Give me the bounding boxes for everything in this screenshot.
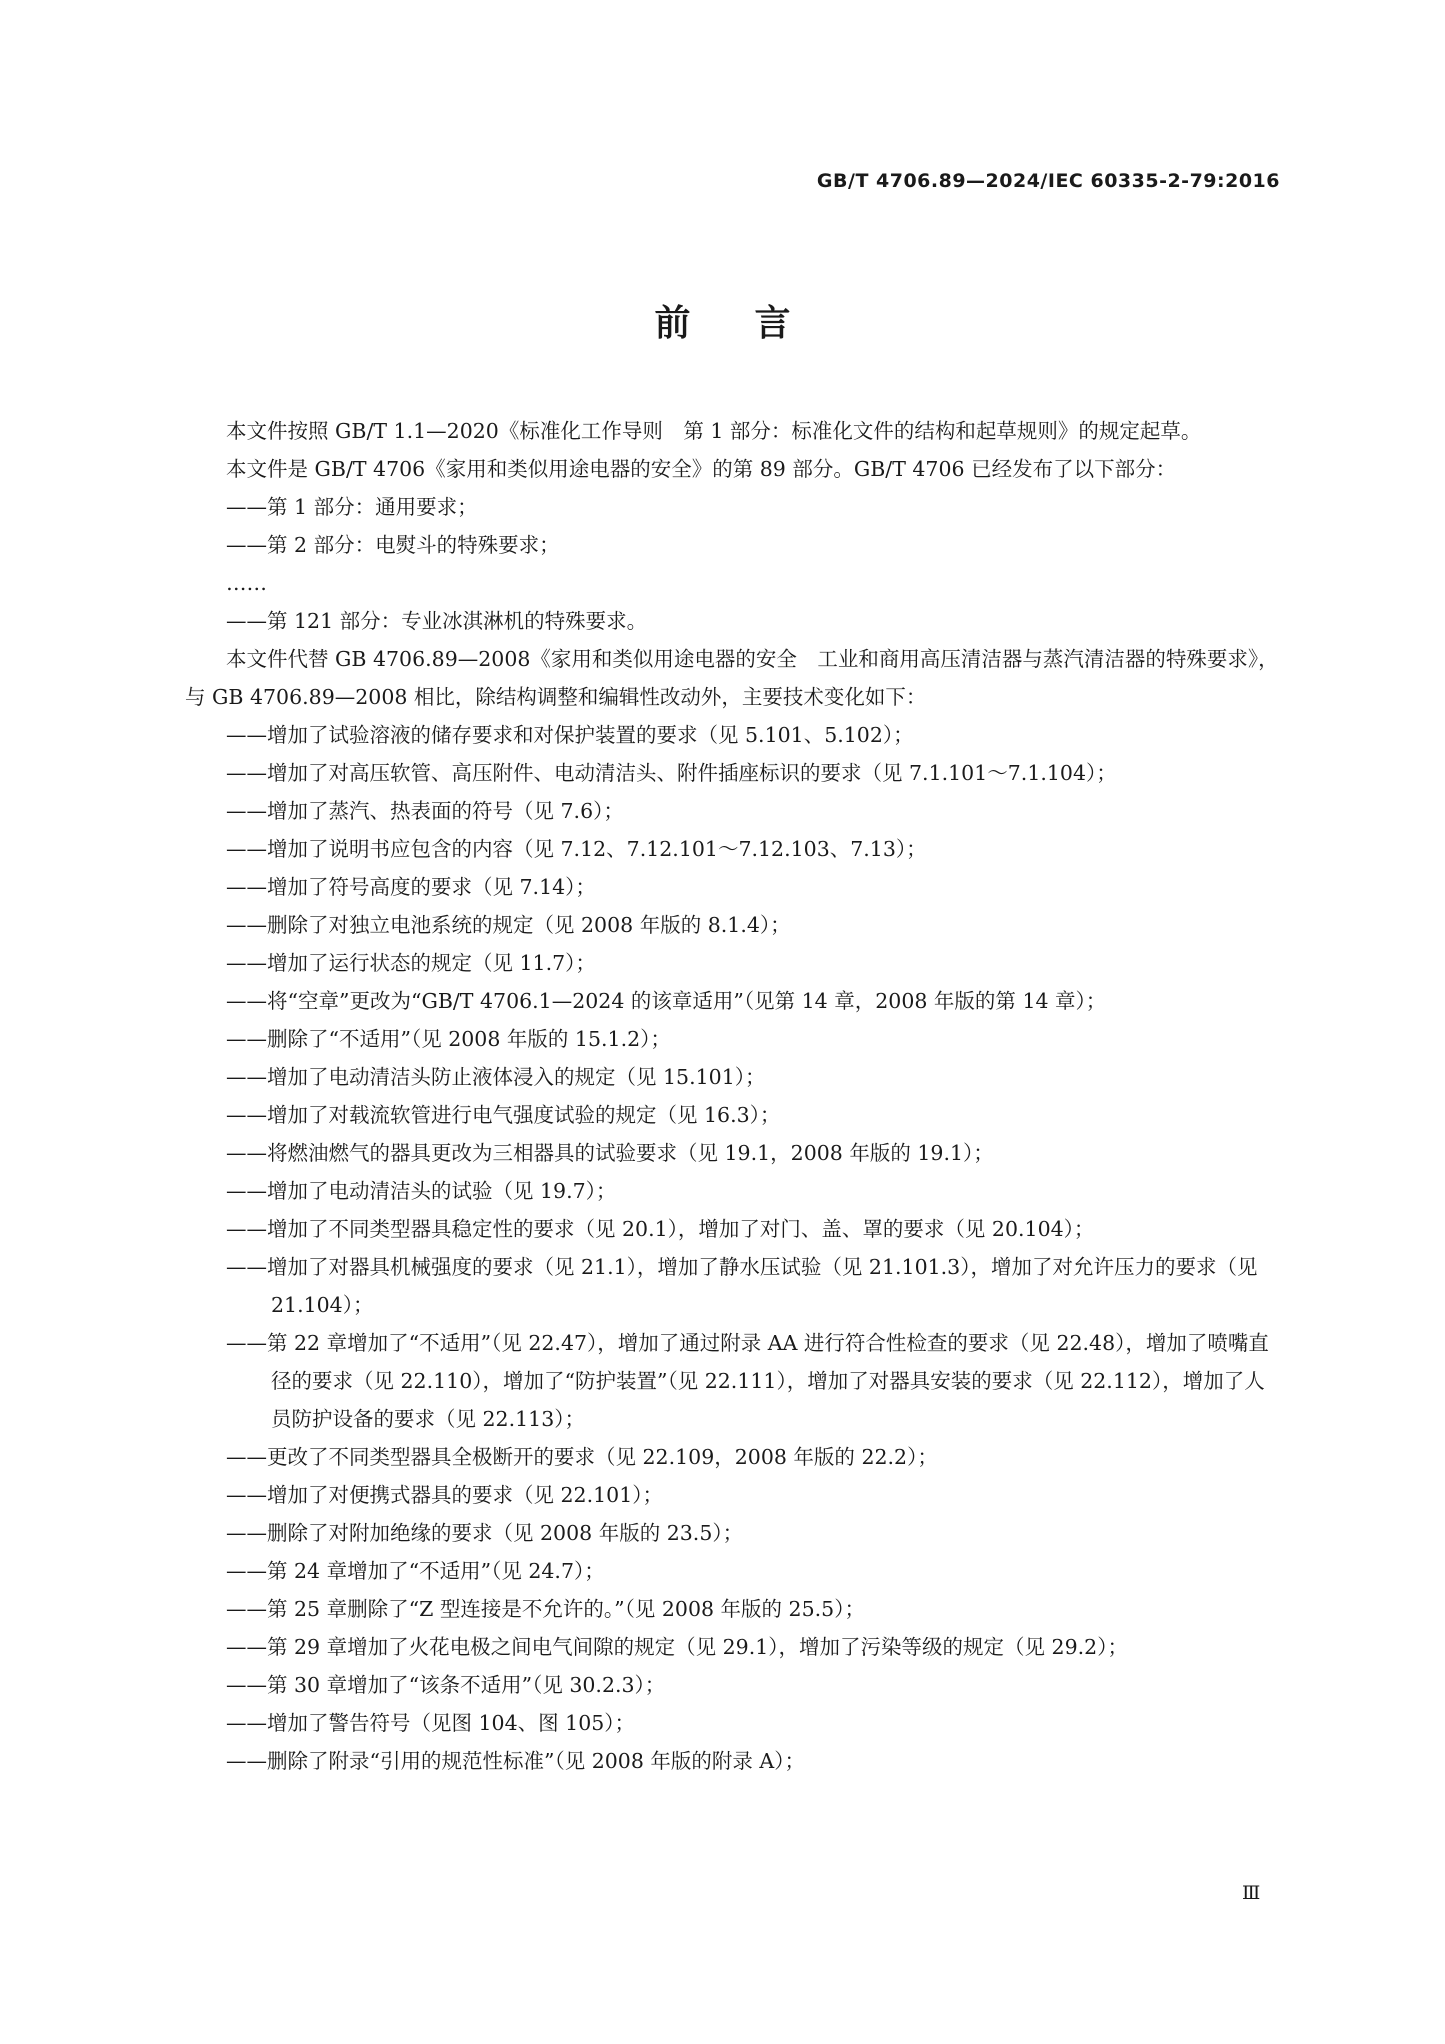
list-item: ——第 29 章增加了火花电极之间电气间隙的规定（见 29.1），增加了污染等级的规定（见 29.2）； [226,1635,1128,1659]
list-item: ——增加了说明书应包含的内容（见 7.12、7.12.101～7.12.103、7.13）； [226,837,927,861]
page-number: Ⅲ [1242,1882,1262,1904]
list-item: ——第 22 章增加了“不适用”（见 22.47），增加了通过附录 AA 进行符合性检查的要求（见 22.48），增加了喷嘴直径的要求（见 22.110），增加了“防护装置”（见 22.111），增加了对器具安装的要求（见 22.112），增加了人员防护设备的要求（见 22.113）； [226,1331,1269,1431]
list-item: ——第 25 章删除了“Z 型连接是不允许的。”（见 2008 年版的 25.5）； [226,1597,865,1621]
list-item: ——增加了对载流软管进行电气强度试验的规定（见 16.3）； [226,1103,781,1127]
list-item: ——增加了试验溶液的储存要求和对保护装置的要求（见 5.101、5.102）； [226,723,914,747]
list-item: ——增加了电动清洁头的试验（见 19.7）； [226,1179,617,1203]
series-paragraph: 本文件是 GB/T 4706《家用和类似用途电器的安全》的第 89 部分。GB/T 4706 已经发布了以下部分： [226,457,1177,481]
list-item: ——增加了对器具机械强度的要求（见 21.1），增加了静水压试验（见 21.101.3），增加了对允许压力的要求（见 21.104）； [226,1255,1258,1317]
list-item: ——增加了蒸汽、热表面的符号（见 7.6）； [226,799,624,823]
list-item: ——删除了附录“引用的规范性标准”（见 2008 年版的附录 A）； [226,1749,805,1773]
replace-paragraph: 本文件代替 GB 4706.89—2008《家用和类似用途电器的安全 工业和商用高压清洁器与蒸汽清洁器的特殊要求》，与 GB 4706.89—2008 相比，除结构调整和编辑性改动外，主要技术变化如下： [185,647,1279,709]
standard-header: GB/T 4706.89—2024/IEC 60335-2-79:2016 [816,170,1280,192]
list-item: …… [226,571,267,595]
list-item: ——增加了符号高度的要求（见 7.14）； [226,875,596,899]
list-item: ——第 1 部分：通用要求； [226,495,478,519]
list-item: ——第 2 部分：电熨斗的特殊要求； [226,533,560,557]
list-item: ——增加了对高压软管、高压附件、电动清洁头、附件插座标识的要求（见 7.1.101～7.1.104）； [226,761,1117,785]
list-item: ——增加了警告符号（见图 104、图 105）； [226,1711,636,1735]
list-item: ——增加了电动清洁头防止液体浸入的规定（见 15.101）； [226,1065,766,1089]
page-title: 前言 [654,302,855,344]
list-item: ——删除了对附加绝缘的要求（见 2008 年版的 23.5）； [226,1521,744,1545]
list-item: ——增加了运行状态的规定（见 11.7）； [226,951,596,975]
intro-paragraph: 本文件按照 GB/T 1.1—2020《标准化工作导则 第 1 部分：标准化文件的结构和起草规则》的规定起草。 [226,419,1202,443]
list-item: ——增加了不同类型器具稳定性的要求（见 20.1），增加了对门、盖、罩的要求（见 20.104）； [226,1217,1095,1241]
list-item: ——第 121 部分：专业冰淇淋机的特殊要求。 [226,609,648,633]
list-item: ——增加了对便携式器具的要求（见 22.101）； [226,1483,663,1507]
list-item: ——将燃油燃气的器具更改为三相器具的试验要求（见 19.1，2008 年版的 19.1）； [226,1141,994,1165]
document-body [185,412,1280,1780]
list-item: ——第 24 章增加了“不适用”（见 24.7）； [226,1559,605,1583]
list-item: ——将“空章”更改为“GB/T 4706.1—2024 的该章适用”（见第 14 章，2008 年版的第 14 章）； [226,989,1107,1013]
list-item: ——更改了不同类型器具全极断开的要求（见 22.109，2008 年版的 22.2）； [226,1445,938,1469]
list-item: ——删除了“不适用”（见 2008 年版的 15.1.2）； [226,1027,671,1051]
list-item: ——第 30 章增加了“该条不适用”（见 30.2.3）； [226,1673,666,1697]
list-item: ——删除了对独立电池系统的规定（见 2008 年版的 8.1.4）； [226,913,791,937]
